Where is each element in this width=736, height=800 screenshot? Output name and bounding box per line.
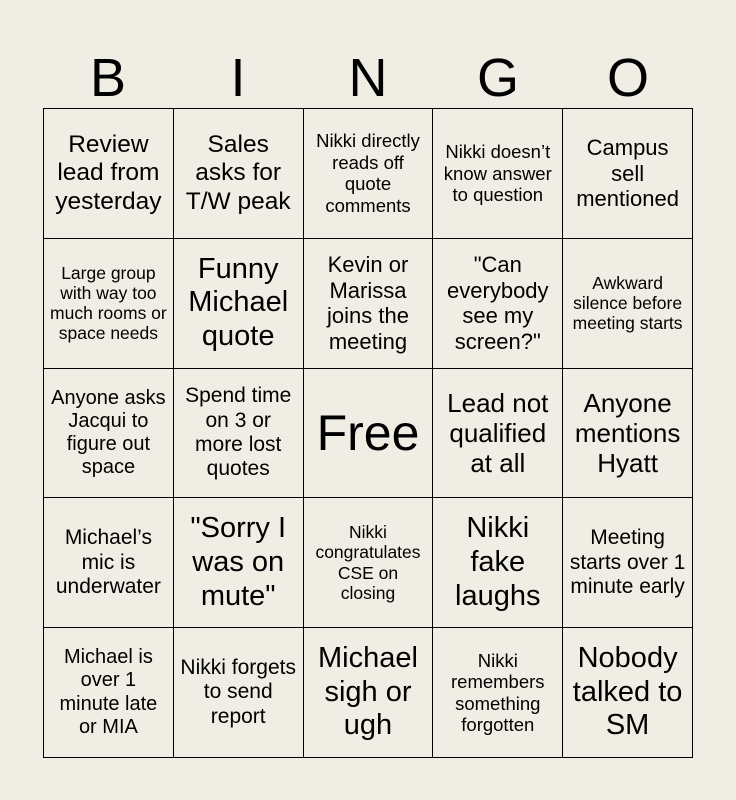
cell-label: Review lead from yesterday (55, 130, 162, 215)
cell-label: "Sorry I was on mute" (190, 512, 287, 612)
bingo-cell-r2c3[interactable] (304, 239, 434, 369)
cell-label: Meeting starts over 1 minute early (569, 526, 686, 598)
cell-label: "Can everybody see my screen?" (447, 252, 549, 354)
bingo-cell-r4c2[interactable] (174, 498, 304, 628)
cell-label: Spend time on 3 or more lost quotes (185, 384, 292, 481)
cell-label: Michael’s mic is underwater (55, 526, 161, 598)
bingo-cell-r3c1[interactable] (44, 369, 174, 499)
cell-label: Nikki remembers something forgotten (451, 649, 545, 736)
bingo-cell-r3c3-free[interactable] (304, 369, 434, 499)
bingo-cell-r1c5[interactable] (563, 109, 693, 239)
bingo-cell-r2c1[interactable] (44, 239, 174, 369)
cell-label: Michael is over 1 minute late or MIA (59, 646, 158, 738)
bingo-cell-r4c3[interactable] (304, 498, 434, 628)
bingo-cell-r5c2[interactable] (174, 628, 304, 758)
bingo-cell-r5c3[interactable] (304, 628, 434, 758)
cell-label: Nikki doesn’t know answer to question (443, 141, 552, 206)
header-letter-b: B (89, 48, 127, 108)
header-letter-i: I (230, 48, 246, 108)
header-letter-o: O (606, 48, 649, 108)
cell-label: Nikki congratulates CSE on closing (315, 522, 421, 604)
cell-label: Campus sell mentioned (576, 135, 679, 212)
cell-label: Nobody talked to SM (572, 642, 683, 742)
cell-label: Nikki forgets to send report (180, 656, 296, 728)
bingo-cell-r3c2[interactable] (174, 369, 304, 499)
bingo-cell-r3c5[interactable] (563, 369, 693, 499)
bingo-cell-r2c4[interactable] (433, 239, 563, 369)
bingo-cell-r1c3[interactable] (304, 109, 434, 239)
cell-label: Awkward silence before meeting starts (572, 272, 683, 334)
cell-label: Nikki directly reads off quote comments (316, 130, 420, 216)
bingo-cell-r5c5[interactable] (563, 628, 693, 758)
bingo-cell-r1c4[interactable] (433, 109, 563, 239)
bingo-cell-r4c4[interactable] (433, 498, 563, 628)
bingo-cell-r1c1[interactable] (44, 109, 174, 239)
cell-label: Large group with way too much rooms or space needs (50, 262, 167, 344)
free-space-label: Free (316, 404, 420, 461)
header-letter-n: N (348, 48, 388, 108)
bingo-board (43, 108, 693, 758)
bingo-header (43, 40, 693, 108)
bingo-cell-r1c2[interactable] (174, 109, 304, 239)
cell-label: Nikki fake laughs (455, 512, 541, 612)
bingo-cell-r4c1[interactable] (44, 498, 174, 628)
cell-label: Lead not qualified at all (447, 387, 549, 479)
cell-label: Anyone mentions Hyatt (574, 387, 681, 479)
bingo-cell-r5c1[interactable] (44, 628, 174, 758)
cell-label: Anyone asks Jacqui to figure out space (51, 386, 166, 479)
cell-label: Funny Michael quote (188, 252, 289, 352)
bingo-cell-r3c4[interactable] (433, 369, 563, 499)
bingo-cell-r2c2[interactable] (174, 239, 304, 369)
header-letter-g: G (476, 48, 519, 108)
cell-label: Sales asks for T/W peak (185, 130, 291, 215)
bingo-cell-r2c5[interactable] (563, 239, 693, 369)
cell-label: Michael sigh or ugh (318, 642, 418, 742)
bingo-cell-r4c5[interactable] (563, 498, 693, 628)
cell-label: Kevin or Marissa joins the meeting (327, 252, 409, 354)
bingo-cell-r5c4[interactable] (433, 628, 563, 758)
